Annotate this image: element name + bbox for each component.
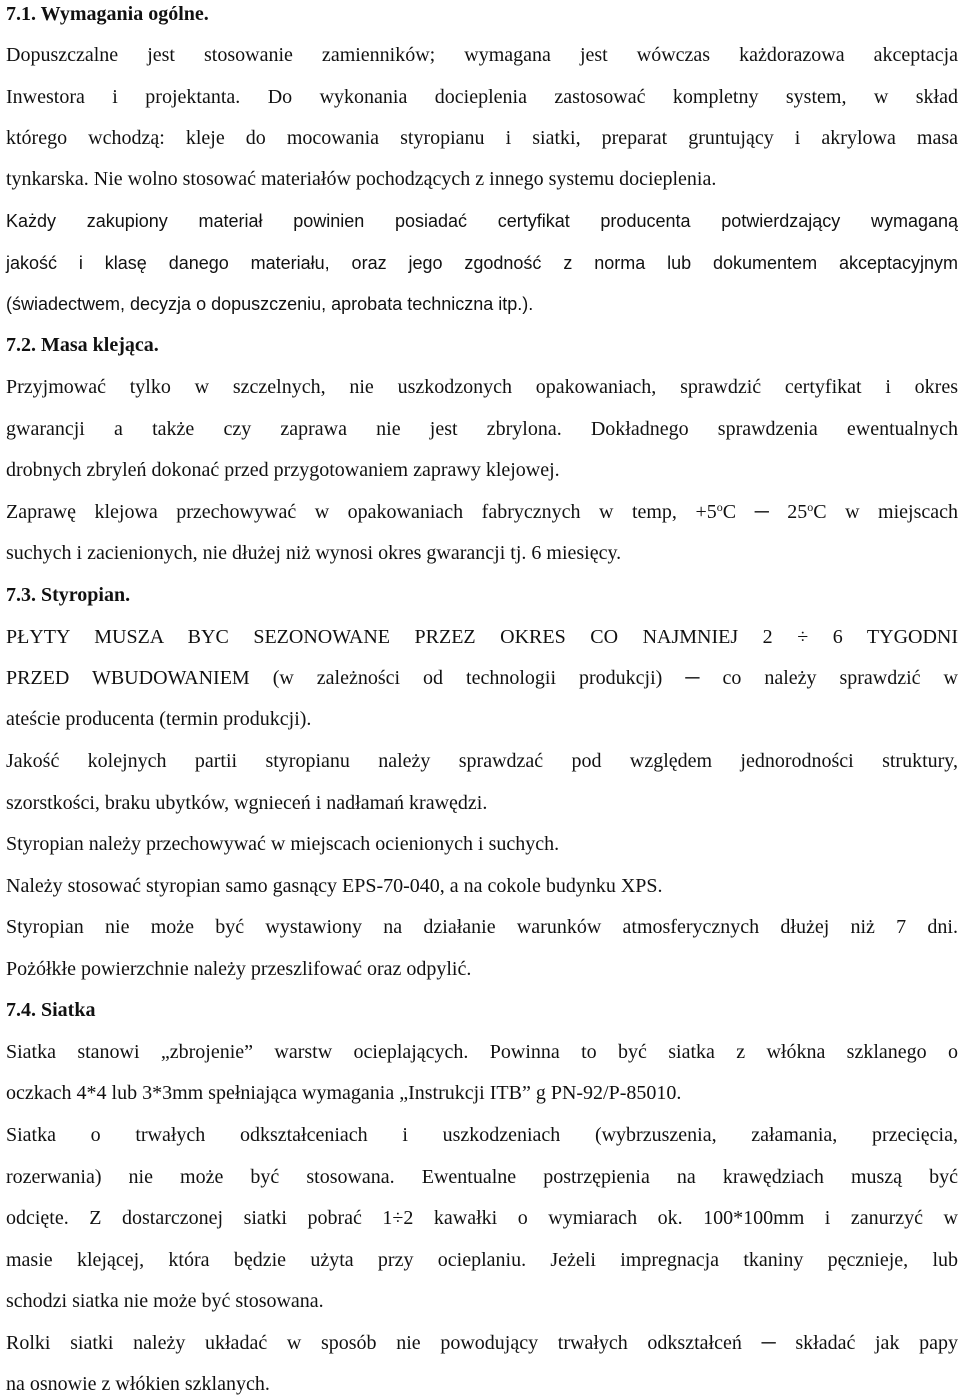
paragraph-line: na osnowie z włókien szklanych. bbox=[6, 1373, 270, 1395]
degree-sign: o bbox=[716, 500, 723, 514]
paragraph-line: ateście producenta (termin produkcji). bbox=[6, 708, 312, 730]
temperature-line bbox=[6, 499, 958, 525]
paragraph-line: Siatka o trwałych odkształceniach i uszkodzeniach (wybrzuszenia, załamania, przecięcia, bbox=[6, 1124, 958, 1146]
section-heading-general-requirements: 7.1. Wymagania ogólne. bbox=[6, 3, 209, 25]
paragraph-line: oczkach 4*4 lub 3*3mm spełniająca wymagania „Instrukcji ITB” g PN-92/P-85010. bbox=[6, 1082, 682, 1104]
paragraph-line: PRZED WBUDOWANIEM (w zależności od technologii produkcji) ─ co należy sprawdzić w bbox=[6, 667, 958, 689]
paragraph-line: drobnych zbryleń dokonać przed przygotowaniem zaprawy klejowej. bbox=[6, 459, 560, 481]
paragraph-line: rozerwania) nie może być stosowana. Ewentualne postrzępienia na krawędziach muszą być bbox=[6, 1166, 958, 1188]
paragraph-line: (świadectwem, decyzja o dopuszczeniu, aprobata techniczna itp.). bbox=[6, 294, 534, 314]
paragraph-line: gwarancji a także czy zaprawa nie jest zbrylona. Dokładnego sprawdzenia ewentualnych bbox=[6, 418, 958, 440]
paragraph-line: szorstkości, braku ubytków, wgnieceń i nadłamań krawędzi. bbox=[6, 792, 488, 814]
paragraph-line: Styropian nie może być wystawiony na działanie warunków atmosferycznych dłużej niż 7 dni. bbox=[6, 916, 958, 938]
section-heading-styrofoam: 7.3. Styropian. bbox=[6, 584, 131, 606]
degree-sign: o bbox=[807, 500, 814, 514]
paragraph-line: Rolki siatki należy układać w sposób nie powodujący trwałych odkształceń ─ składać jak papy bbox=[6, 1332, 958, 1354]
paragraph-line: Dopuszczalne jest stosowanie zamienników; wymagana jest wówczas każdorazowa akceptacja bbox=[6, 44, 958, 66]
paragraph-line: Należy stosować styropian samo gasnący EPS-70-040, a na cokole budynku XPS. bbox=[6, 875, 663, 897]
paragraph-line: Przyjmować tylko w szczelnych, nie uszkodzonych opakowaniach, sprawdzić certyfikat i okres bbox=[6, 376, 958, 398]
paragraph-line: Pożółkłe powierzchnie należy przeszlifować oraz odpylić. bbox=[6, 958, 472, 980]
paragraph-line: Inwestora i projektanta. Do wykonania docieplenia zastosować kompletny system, w skład bbox=[6, 86, 958, 108]
paragraph-line: schodzi siatka nie może być stosowana. bbox=[6, 1290, 324, 1312]
paragraph-line: Każdy zakupiony materiał powinien posiadać certyfikat producenta potwierdzający wymaganą bbox=[6, 211, 958, 231]
paragraph-line: Styropian należy przechowywać w miejscach ocienionych i suchych. bbox=[6, 833, 560, 855]
paragraph-line: Siatka stanowi „zbrojenie” warstw ocieplających. Powinna to być siatka z włókna szklanego o bbox=[6, 1041, 958, 1063]
temperature-text-middle: C ─ 25 bbox=[722, 501, 808, 523]
temperature-text-after: C w miejscach bbox=[813, 501, 959, 523]
paragraph-line: PŁYTY MUSZA BYC SEZONOWANE PRZEZ OKRES CO NAJMNIEJ 2 ÷ 6 TYGODNI bbox=[6, 626, 958, 648]
paragraph-line: którego wchodzą: kleje do mocowania styropianu i siatki, preparat gruntujący i akrylowa masa bbox=[6, 127, 958, 149]
paragraph-line: odcięte. Z dostarczonej siatki pobrać 1÷2 kawałki o wymiarach ok. 100*100mm i zanurzyć w bbox=[6, 1207, 958, 1229]
paragraph-line: tynkarska. Nie wolno stosować materiałów pochodzących z innego systemu docieplenia. bbox=[6, 168, 717, 190]
temperature-text-before: Zaprawę klejowa przechowywać w opakowaniach fabrycznych w temp, +5 bbox=[6, 501, 717, 523]
paragraph-line: Jakość kolejnych partii styropianu należy sprawdzać pod względem jednorodności struktury, bbox=[6, 750, 958, 772]
paragraph-line: masie klejącej, która będzie użyta przy ocieplaniu. Jeżeli impregnacja tkaniny pęcznieje, lub bbox=[6, 1249, 958, 1271]
paragraph-line: suchych i zacienionych, nie dłużej niż wynosi okres gwarancji tj. 6 miesięcy. bbox=[6, 542, 622, 564]
section-heading-adhesive: 7.2. Masa klejąca. bbox=[6, 334, 159, 356]
section-heading-mesh: 7.4. Siatka bbox=[6, 999, 96, 1021]
paragraph-line: jakość i klasę danego materiału, oraz jego zgodność z norma lub dokumentem akceptacyjnym bbox=[6, 253, 958, 273]
